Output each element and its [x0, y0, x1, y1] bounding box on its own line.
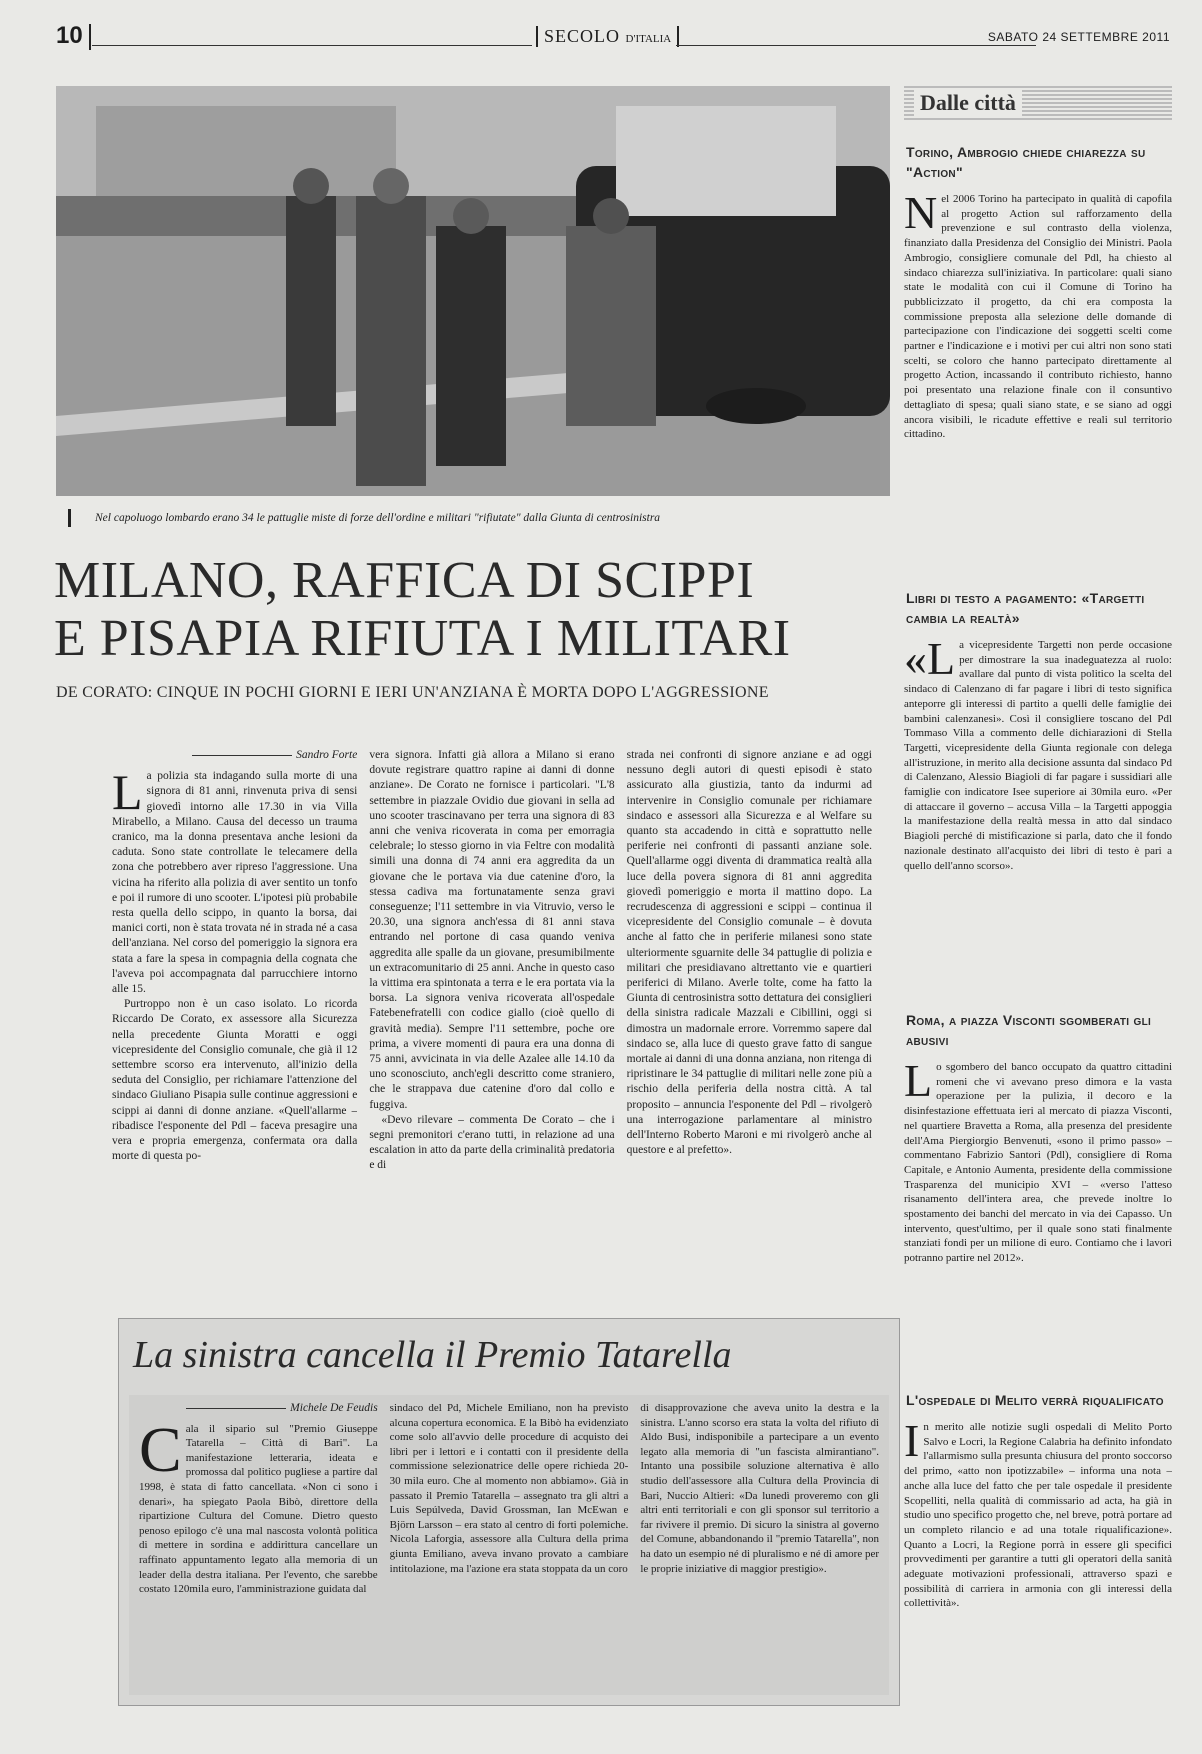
- article-body: [112, 748, 872, 1308]
- masthead-rule-left: [92, 45, 532, 46]
- article-paragraph: strada nei confronti di signore anziane e ad oggi nessuno degli autori di questi episodi è stato assicurato alla giustizia, tanto da indurmi ad intervenire in Consiglio comunale per richiamare sindaco e assessori alla Sicurezza e al Welfare su quanto sta accadendo in città e soprattutto nelle periferie nei confronti di passanti anziane sole. Quell'allarme oggi diventa di drammatica realtà alla luce della povera signora di 81 anni aggredita giovedì pomeriggio e morta il mattino dopo. La recrudescenza di aggressioni e scippi – continua il vicepresidente del Consiglio comunale – è dovuta anche al fatto che in periferie milanesi sono state ulteriormente sguarnite delle 34 pattuglie di polizia e militari che presidiavano altrettanto vie e quartieri periferici di Milano. Averle tolte, come ha fatto la Giunta di centrosinistra sotto dettatura dei consiglieri della sinistra radicale Mazzali e Cibillini, oggi si dimostra un madornale errore. Vorremmo sapere dal sindaco se, alla luce di questo grave fatto di sangue mortale ai danni di una donna anziana, non ritenga di ripristinare le 34 pattuglie di militari nelle zone più a rischio della periferia della nostra città. A tal proposito – annuncia l'esponente del Pdl – rivolgerò una interrogazione parlamentare al ministro dell'Interno Roberto Maroni e mi rivolgerò anche al questore e al prefetto».: [626, 749, 872, 1157]
- photo-caption: Nel capoluogo lombardo erano 34 le pattuglie miste di forze dell'ordine e militari "rifiutate" dalla Giunta di centrosinistra: [68, 509, 888, 527]
- sidebar-section-roma: [904, 996, 1172, 1350]
- sidebar-dropcap: L: [904, 1060, 933, 1106]
- photo-police-checkpoint: [56, 86, 890, 496]
- headline-line-1: MILANO, RAFFICA DI SCIPPI: [54, 552, 755, 609]
- masthead: [56, 22, 1170, 52]
- boxed-column-3: [640, 1401, 879, 1689]
- sidebar-section-text: [904, 1420, 1172, 1690]
- sidebar-section-melito: [904, 1376, 1172, 1690]
- sidebar-dalle-citta: [904, 86, 1172, 1726]
- article-byline: Sandro Forte: [112, 748, 357, 763]
- article-paragraph: vera signora. Infatti già allora a Milano si erano dovute registrare quattro rapine ai danni di donne anziane». De Corato ne fornisce i particolari. "L'8 settembre in piazzale Ovidio due giovani in sella ad uno scooter trascinavano per terra una signora di 83 anni che veniva ricoverata in coma per emorragia celebrale; lo stesso giorno in via Feltre con modalità simili una donna di 74 anni era aggredita da un giovane che le portava via due catenine d'oro, la stessa cadiva ma fortunatamente senza gravi conseguenze; l'11 settembre in via Vitruvio, verso le 20.30, una signora anch'essa di 81 anni stava entrando nel portone di casa quando veniva aggredita alle spalle da un giovane, presumibilmente un extracomunitario di 25 anni. Anche in questo caso la vittima era spintonata a terra e le era portata via la borsa. La signora veniva ricoverata all'ospedale Fatebenefratelli con codice giallo (cioè quello di gravità media). Sempre l'11 settembre, poche ore prima, a vivere momenti di paura era una donna di 75 anni, avvicinata in via delle Azalee alle 14.10 da uno sconosciuto, anch'egli descritto come straniero, che le strappava due catenine d'oro dal collo e fuggiva.: [369, 749, 615, 1111]
- sidebar-section-text: [904, 638, 1172, 968]
- sidebar-section-body: a vicepresidente Targetti non perde occasione per dimostrare la sua inadeguatezza al ruolo: avallare dal punto di vista politico la scelta del sindaco di Calenzano di far pagare i libri di testo significa anteporre gli interessi di partito a quelli delle famiglie dei bambini calenzanesi». Così il consigliere toscano del Pdl Tommaso Villa a commento delle dichiarazioni di Stella Targetti, vicepresidente della Giunta regionale con delega all'istruzione, in merito alla decisione assunta dal sindaco Pd di Calenzano, Alessio Biagioli di far pagare i sussidiari alle famiglie con indicatore Isee superiore ai 30mila euro. «Per di attaccare il governo – accusa Villa – la Targetti appoggia la manifestazione della realtà messa in atto dal sindaco Biagioli perché di mistificazione si parla, dato che il fondo nazionale destinato all'acquisto dei libri di testo è pari a quello dell'anno scorso».: [904, 639, 1172, 872]
- paper-name: [536, 26, 679, 47]
- sidebar-section-title: Libri di testo a pagamento: «Targetti cambia la realtà»: [906, 590, 1145, 626]
- sidebar-header-label: Dalle città: [914, 90, 1022, 116]
- boxed-byline: Michele De Feudis: [139, 1401, 378, 1416]
- sidebar-section-body: el 2006 Torino ha partecipato in qualità di capofila al progetto Action sul rafforzamento della prevenzione e sul contrasto della violenza, finanziato dalla Presidenza del Consiglio dei Ministri. Paola Ambrogio, consigliere comunale del Pdl, ha chiesto al sindaco chiarezza sull'iniziativa. In particolare: quali siano state le modalità con cui il Comune di Torino ha pubblicizzato il progetto, da chi era composta la commissione preposta alla selezione delle domande di partecipazione con l'indicazione dei soggetti scelti come partner e l'indicazione e i motivi per cui altri non sono stati scelti, se coloro che hanno partecipato direttamente al progetto Action, incassando il contributo richiesto, hanno poi presentato una relazione finale con il consuntivo dettagliato di spesa; quali siano state, e se siano ad oggi ancora visibili, le ricadute effettive e reali sul territorio cittadino.: [904, 193, 1172, 441]
- sidebar-section-body: o sgombero del banco occupato da quattro cittadini romeni che vi avevano preso dimora e la vasta operazione per la pulizia, il decoro e la disinfestazione effettuata ieri al mercato di piazza Visconti, nel quartiere Bravetta a Roma, alla presenza del presidente dell'Ama Piergiorgio Benvenuti, «sono il primo passo» – commentano Fabrizio Santori (Pdl), consigliere di Roma Capitale, e Antonio Aumenta, presidente della commissione Trasparenza del municipio XVI – «verso l'atteso risanamento dell'intera area, che prevede inoltre lo spostamento dei banchi del mercato in via dei Capasso. Un intervento, quest'ultimo, per il quale sono stati finalmente stanziati fondi per un milione di euro. Contiamo che i lavori potranno partire nel 2012».: [904, 1061, 1172, 1265]
- sidebar-section-title: L'ospedale di Melito verrà riqualificato: [906, 1392, 1164, 1408]
- article-paragraph: a polizia sta indagando sulla morte di una signora di 81 anni, rinvenuta priva di sensi giovedì intorno alle 17.30 in via Villa Mirabello, a Milano. Causa del decesso un trauma cranico, ma la donna presentava anche lesioni da caduta. Sono state controllate le telecamere della zona che potrebbero aver ripreso l'aggressione. Una vicina ha riferito alla polizia di aver sentito un tonfo e poi il rumore di uno scooter. L'ipotesi più probabile resta quella dello scippo, in quanto la borsa, dai manici corti, non è stata trovata né in strada né a casa dell'anziana. Nel corso del pomeriggio la signora era stata a fare la spesa in compagnia della cognata che l'aveva poi accompagnata dal parrucchiere intorno alle 15.: [112, 770, 358, 996]
- article-paragraph: «Devo rilevare – commenta De Corato – che i segni premonitori c'erano tutti, in relazione ad una escalation in atto da parte della criminalità predatoria e di: [369, 1113, 615, 1172]
- boxed-column-1: [139, 1401, 378, 1689]
- sidebar-header: [904, 86, 1172, 122]
- article-dropcap: L: [112, 764, 143, 821]
- article-column-3: [627, 748, 872, 1308]
- sidebar-section-libri: [904, 574, 1172, 968]
- headline-line-2: E PISAPIA RIFIUTA I MILITARI: [54, 610, 791, 667]
- issue-date: SABATO 24 SETTEMBRE 2011: [987, 30, 1170, 44]
- subheadline: DE CORATO: CINQUE IN POCHI GIORNI E IERI UN'ANZIANA È MORTA DOPO L'AGGRESSIONE: [56, 684, 769, 701]
- main-headline: [54, 552, 894, 668]
- article-column-1: [112, 748, 357, 1308]
- sidebar-section-body: n merito alle notizie sugli ospedali di Melito Porto Salvo e Locri, la Regione Calabria ha definito infondato l'allarmismo sulla presunta chiusura del pronto soccorso del primo, «atto non ipotizzabile» – informa una nota – anche alla luce del fatto che per tale ospedale il presidente Scopelliti, nella qualità di commissario ad acta, ha già in studio uno specifico progetto che, nel breve, potrà portare ad un completo rilancio e ad una totale riqualificazione». Quanto a Locri, la Regione porrà in essere gli specifici provvedimenti per garantire a tutti gli operatori della sanità adeguate motivazioni professionali, attraverso spazi e possibilità di carriera in armonia con gli interessi della collettività».: [904, 1421, 1172, 1610]
- paper-suffix: D'ITALIA: [625, 33, 672, 45]
- sidebar-section-title: Roma, a piazza Visconti sgomberati gli abusivi: [906, 1012, 1152, 1048]
- sidebar-section-text: [904, 1060, 1172, 1350]
- masthead-rule-right: [676, 45, 1036, 46]
- article-column-2: [369, 748, 614, 1308]
- news-photo: [56, 86, 890, 496]
- boxed-article-title: La sinistra cancella il Premio Tatarella: [133, 1334, 732, 1376]
- sidebar-section-text: [904, 192, 1172, 532]
- paper-name-text: SECOLO: [544, 26, 621, 46]
- sidebar-dropcap: «L: [904, 638, 956, 684]
- boxed-paragraph: di disapprovazione che aveva unito la destra e la sinistra. L'anno scorso era stata la volta del rifiuto di Aldo Busi, indisponibile a partecipare a un evento legato alla memoria di "un fascista almirantiano". Intanto una possibile soluzione alternativa è allo studio dell'assessore alla Cultura della Provincia di Bari, Nuccio Altieri: «Da lunedì proveremo con gli altri enti territoriali e con gli sponsor sul territorio a far rivivere il premio. Di sicuro la sinistra al governo del Comune, abbandonando il "premio Tatarella", non ha dato un esempio né di pluralismo e né di amore per le proprie iniziative di maggior prestigio».: [640, 1402, 880, 1575]
- sidebar-dropcap: I: [904, 1420, 920, 1466]
- page-number: 10: [56, 24, 91, 50]
- boxed-article-body: [129, 1395, 889, 1695]
- boxed-dropcap: C: [139, 1413, 182, 1485]
- sidebar-section-torino: [904, 128, 1172, 532]
- boxed-article: [118, 1318, 900, 1706]
- sidebar-section-title: Torino, Ambrogio chiede chiarezza su "Action": [906, 144, 1146, 180]
- boxed-paragraph: ala il sipario sul "Premio Giuseppe Tatarella – Città di Bari". La manifestazione letteraria, ideata e promossa dal politico pugliese a partire dal 1998, è stata di fatto cancellata. «Non ci sono i denari», ha spiegato Paola Bibò, direttore della ripartizione Cultura del Comune. Dietro questo penoso epilogo c'è una mal nascosta volontà politica di mettere in sordina e addirittura cancellare un raffinato appuntamento legato alla memoria di un leader della destra italiana. Per l'evento, che sarebbe costato 120mila euro, l'amministrazione guidata dal: [139, 1422, 378, 1596]
- boxed-column-2: [390, 1401, 629, 1689]
- boxed-paragraph: sindaco del Pd, Michele Emiliano, non ha previsto alcuna copertura economica. E la Bibò ha evidenziato come solo all'avvio delle procedure di acquisto dei libri per i lettori e i contatti con il presidente della commissione selezionatrice delle opere richieda 20-30 mila euro. Che al momento non abbiamo». Già in passato il Premio Tatarella – assegnato tra gli altri a Luis Sepúlveda, David Grossman, Ian McEwan e Björn Larsson – era stato al centro di forti polemiche. Nicola Laforgia, assessore alla Cultura della prima giunta Emiliano, aveva invano provato a cambiare intitolazione, ma l'azione era stata stoppata da un coro: [389, 1402, 629, 1575]
- article-paragraph: Purtroppo non è un caso isolato. Lo ricorda Riccardo De Corato, ex assessore alla Sicurezza nella precedente Giunta Moratti e oggi vicepresidente del Consiglio comunale, che già il 12 settembre scorso era intervenuto, all'inizio della seduta del Consiglio, per richiamare l'attenzione del sindaco Giuliano Pisapia sulle continue aggressioni e scippi ai danni di donne anziane. «Quell'allarme – ribadisce l'esponente del Pdl – faceva presagire una vera e propria emergenza, confermata ora dalla morte di questa po-: [112, 998, 358, 1163]
- sidebar-dropcap: N: [904, 192, 938, 238]
